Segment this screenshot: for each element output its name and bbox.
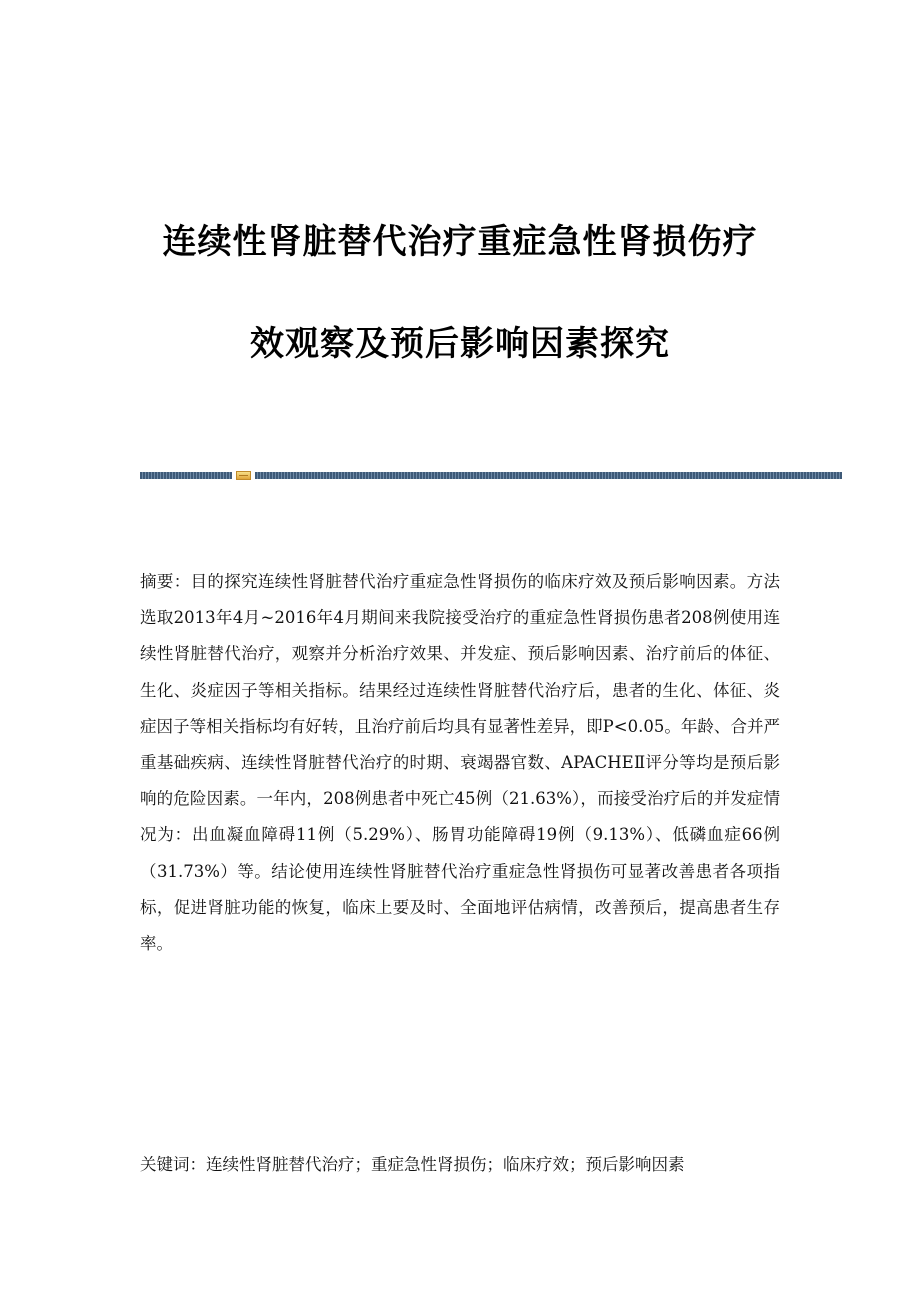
divider-bar-left	[140, 472, 232, 479]
divider-emblem-icon	[236, 471, 251, 480]
keywords-line: 关键词：连续性肾脏替代治疗；重症急性肾损伤；临床疗效；预后影响因素	[140, 1155, 685, 1174]
abstract-paragraph: 摘要：目的探究连续性肾脏替代治疗重症急性肾损伤的临床疗效及预后影响因素。方法选取2013年4月~2016年4月期间来我院接受治疗的重症急性肾损伤患者208例使用连续性肾脏替代治疗，观察并分析治疗效果、并发症、预后影响因素、治疗前后的体征、生化、炎症因子等相关指标。结果经过连续性肾脏替代治疗后，患者的生化、体征、炎症因子等相关指标均有好转，且治疗前后均具有显著性差异，即P<0.05。年龄、合并严重基础疾病、连续性肾脏替代治疗的时期、衰竭器官数、APACHEⅡ评分等均是预后影响的危险因素。一年内，208例患者中死亡45例（21.63%），而接受治疗后的并发症情况为：出血凝血障碍11例（5.29%）、肠胃功能障碍19例（9.13%）、低磷血症66例（31.73%）等。结论使用连续性肾脏替代治疗重症急性肾损伤可显著改善患者各项指标，促进肾脏功能的恢复，临床上要及时、全面地评估病情，改善预后，提高患者生存率。	[140, 572, 780, 954]
title-divider	[140, 471, 842, 480]
divider-bar-right	[255, 472, 842, 479]
document-title-line-2: 效观察及预后影响因素探究	[250, 324, 670, 364]
document-title-line-1: 连续性肾脏替代治疗重症急性肾损伤疗	[162, 222, 758, 262]
